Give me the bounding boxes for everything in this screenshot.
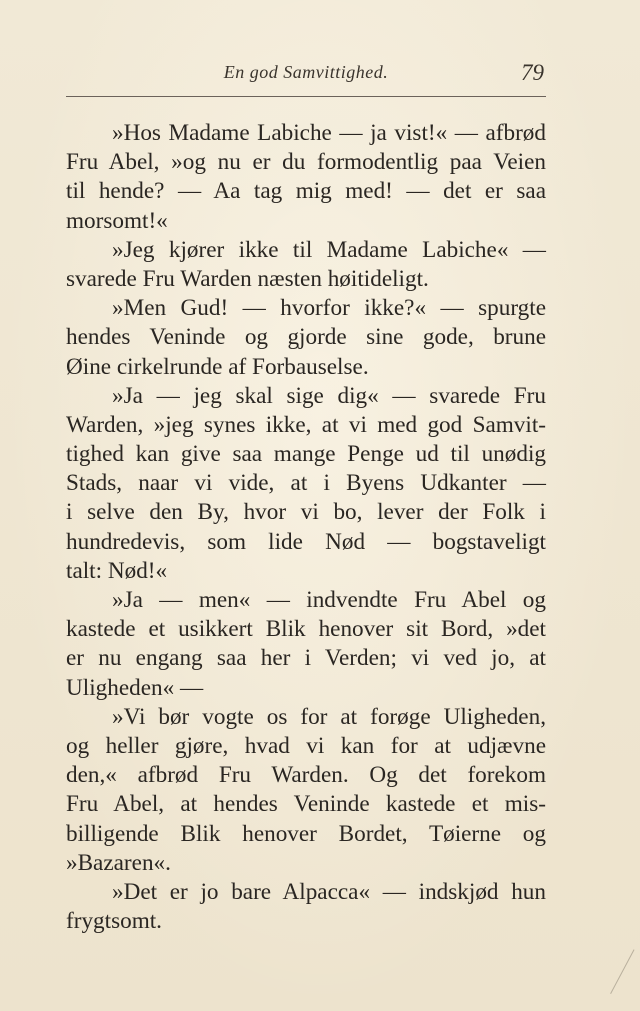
text-line: frygtsomt. <box>66 908 162 935</box>
text-line: tighed kan give saa mange Penge ud til unødig <box>66 441 546 468</box>
text-line: til hende? — Aa tag mig med! — det er saa <box>66 178 546 205</box>
text-line: Uligheden« — <box>66 674 204 701</box>
text-line: »Det er jo bare Alpacca« — indskjød hun <box>112 878 546 905</box>
text-line: talt: Nød!« <box>66 557 168 584</box>
text-line: »Ja — men« — indvendte Fru Abel og <box>112 587 546 613</box>
text-line: Stads, naar vi vide, at i Byens Udkanter — <box>66 470 546 497</box>
text-line: »Hos Madame Labiche — ja vist!« — afbrød <box>112 120 546 146</box>
text-line: Warden, »jeg synes ikke, at vi med god Samvit- <box>66 411 546 438</box>
text-line: den,« afbrød Fru Warden. Og det forekom <box>66 762 546 789</box>
text-line: hundredevis, som lide Nød — bogstaveligt <box>66 528 546 555</box>
text-line: svarede Fru Warden næsten høitideligt. <box>66 265 429 292</box>
page-number: 79 <box>521 60 544 85</box>
text-line: i selve den By, hvor vi bo, lever der Folk i <box>66 499 546 526</box>
header-rule <box>66 96 546 97</box>
text-line: Fru Abel, »og nu er du formodentlig paa Veien <box>66 149 546 176</box>
text-line: morsomt!« <box>66 207 168 234</box>
body-text <box>66 119 546 936</box>
text-line: Fru Abel, at hendes Veninde kastede et mis- <box>66 791 546 818</box>
page-header <box>66 60 546 94</box>
text-line: »Vi bør vogte os for at forøge Uligheden, <box>112 703 546 730</box>
text-line: »Men Gud! — hvorfor ikke?« — spurgte <box>112 295 546 322</box>
text-line: Øine cirkelrunde af Forbauselse. <box>66 353 369 380</box>
text-line: »Jeg kjører ikke til Madame Labiche« — <box>112 236 546 263</box>
text-line: kastede et usikkert Blik henover sit Bord, »det <box>66 616 546 643</box>
text-line: er nu engang saa her i Verden; vi ved jo, at <box>66 645 546 672</box>
page-edge-mark <box>610 949 640 1000</box>
text-line: »Ja — jeg skal sige dig« — svarede Fru <box>112 382 546 409</box>
running-title: En god Samvittighed. <box>223 62 389 82</box>
text-line: hendes Veninde og gjorde sine gode, brune <box>66 324 546 351</box>
text-line: og heller gjøre, hvad vi kan for at udjævne <box>66 732 546 759</box>
text-line: billigende Blik henover Bordet, Tøierne og <box>66 820 546 847</box>
text-line: »Bazaren«. <box>66 849 171 876</box>
